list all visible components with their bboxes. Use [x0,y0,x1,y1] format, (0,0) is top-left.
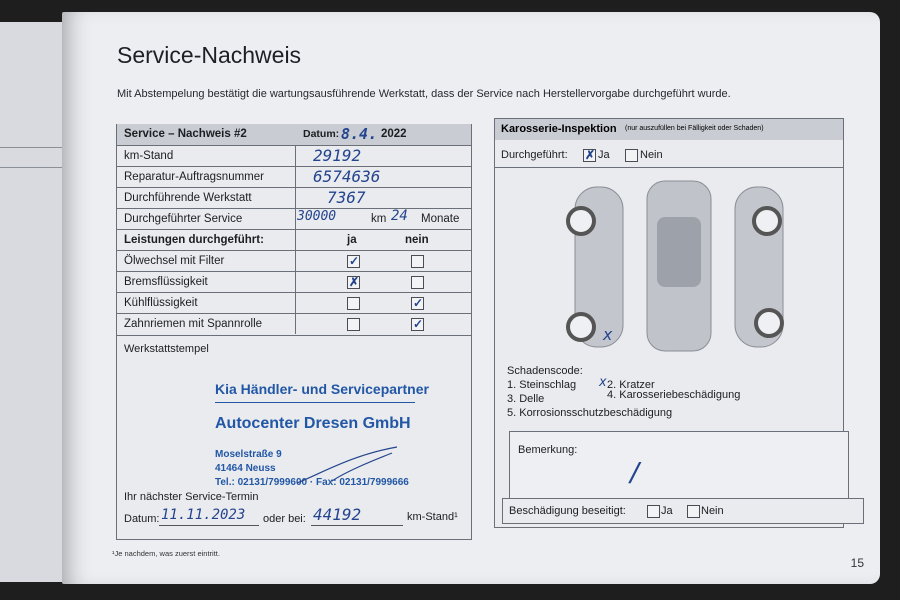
next-km-label: km-Stand¹ [407,511,458,523]
remark-field[interactable] [509,431,849,507]
task-row [117,250,471,272]
task-no-checkbox[interactable] [411,276,424,289]
damage-code-5: 5. Korrosionsschutzbeschädigung [507,407,673,419]
auftragsnummer-value: 6574636 [313,167,381,186]
task-yes-checkbox[interactable] [347,297,360,310]
body-inspection-header [495,119,843,140]
stamp-line2: Autocenter Dresen GmbH [215,415,411,432]
check-mark: ✗ [349,275,360,289]
check-mark: ✓ [413,296,424,310]
service-record-table [116,124,472,540]
service-page [62,12,880,584]
row-km-stand [117,145,471,167]
task-label: Zahnriemen mit Spannrolle [124,318,263,330]
row-leistungen-header [117,229,471,251]
leistungen-header: Leistungen durchgeführt: [124,234,264,246]
next-date-label: Datum: [124,513,160,525]
row-label: Durchgeführter Service [124,213,243,225]
fixed-no-checkbox[interactable] [687,505,700,518]
stamp-label: Werkstattstempel [124,343,209,355]
inspection-title: Karosserie-Inspektion [501,123,617,135]
stamp-phone: Tel.: 02131/7999600 · Fax: 02131/7999666 [215,477,409,488]
car-diagram [555,177,785,359]
performed-label: Durchgeführt: [501,149,568,161]
task-label: Kühlflüssigkeit [124,297,198,309]
task-no-checkbox[interactable] [411,318,424,331]
damage-code-4: 4. Karosseriebeschädigung [607,389,741,401]
next-service-label: Ihr nächster Service-Termin [124,491,259,503]
performed-yes-label: Ja [598,149,610,161]
performed-no-label: Nein [640,149,663,161]
performed-no-checkbox[interactable] [625,149,638,162]
col-no: nein [405,234,429,246]
next-or-label: oder bei: [263,513,306,525]
date-year: 2022 [381,128,407,140]
next-km-value: 44192 [313,505,362,524]
damage-code-2: 2. Kratzer [607,379,655,391]
check-mark: ✓ [413,317,424,331]
remark-label: Bemerkung: [518,444,578,456]
performed-yes-checkbox[interactable] [583,149,596,162]
page-title: Service-Nachweis [117,42,302,68]
stamp-street: Moselstraße 9 [215,449,282,460]
date-handwritten: 8.4. [341,125,378,143]
inspection-note: (nur auszufüllen bei Fälligkeit oder Schaden) [625,125,764,132]
service-km-value: 30000 [297,209,337,224]
row-label: Durchführende Werkstatt [124,192,252,204]
stamp-city: 41464 Neuss [215,463,276,474]
remark-value: / [628,458,644,488]
row-service [117,208,471,230]
service-header-label: Service – Nachweis #2 [124,128,247,140]
next-date-value: 11.11.2023 [161,507,246,523]
task-yes-checkbox[interactable] [347,318,360,331]
page-intro: Mit Abstempelung bestätigt die wartungsausführende Werkstatt, dass der Service nach Herstellervorgabe durchgeführt wurde. [117,88,731,100]
fixed-yes-checkbox[interactable] [647,505,660,518]
damage-code-label: Schadenscode: [507,365,583,377]
months-value: 24 [391,208,408,224]
stamp-line1: Kia Händler- und Servicepartner [215,381,429,397]
col-yes: ja [347,234,357,246]
date-label: Datum: [303,128,340,140]
signature [292,443,402,487]
damage-code-1: 1. Steinschlag [507,379,577,391]
check-mark: ✓ [349,254,360,268]
task-row [117,313,471,335]
damage-mark: x [603,325,613,344]
row-label: Reparatur-Auftragsnummer [124,171,264,183]
damage-code-3: 3. Delle [507,393,545,405]
service-table-header [117,124,471,145]
task-yes-checkbox[interactable] [347,276,360,289]
check-mark: ✗ [585,148,596,162]
damage-fixed-row [502,498,864,524]
footnote: ¹Je nachdem, was zuerst eintritt. [112,549,220,558]
task-label: Ölwechsel mit Filter [124,255,225,267]
task-row [117,271,471,293]
row-label: km-Stand [124,150,174,162]
fixed-no-label: Nein [701,505,724,517]
task-no-checkbox[interactable] [411,255,424,268]
months-unit: Monate [421,213,460,225]
km-unit: km [371,213,387,225]
row-werkstatt [117,187,471,209]
task-yes-checkbox[interactable] [347,255,360,268]
km-stand-value: 29192 [313,146,362,165]
previous-page-edge [0,22,62,582]
fixed-label: Beschädigung beseitigt: [509,505,626,517]
body-inspection-box [494,118,844,528]
row-auftragsnummer [117,166,471,188]
page-number: 15 [850,556,864,570]
task-row [117,292,471,314]
code-mark: x [599,375,607,390]
task-label: Bremsflüssigkeit [124,276,208,288]
werkstatt-value: 7367 [327,188,366,207]
task-no-checkbox[interactable] [411,297,424,310]
fixed-yes-label: Ja [661,505,673,517]
